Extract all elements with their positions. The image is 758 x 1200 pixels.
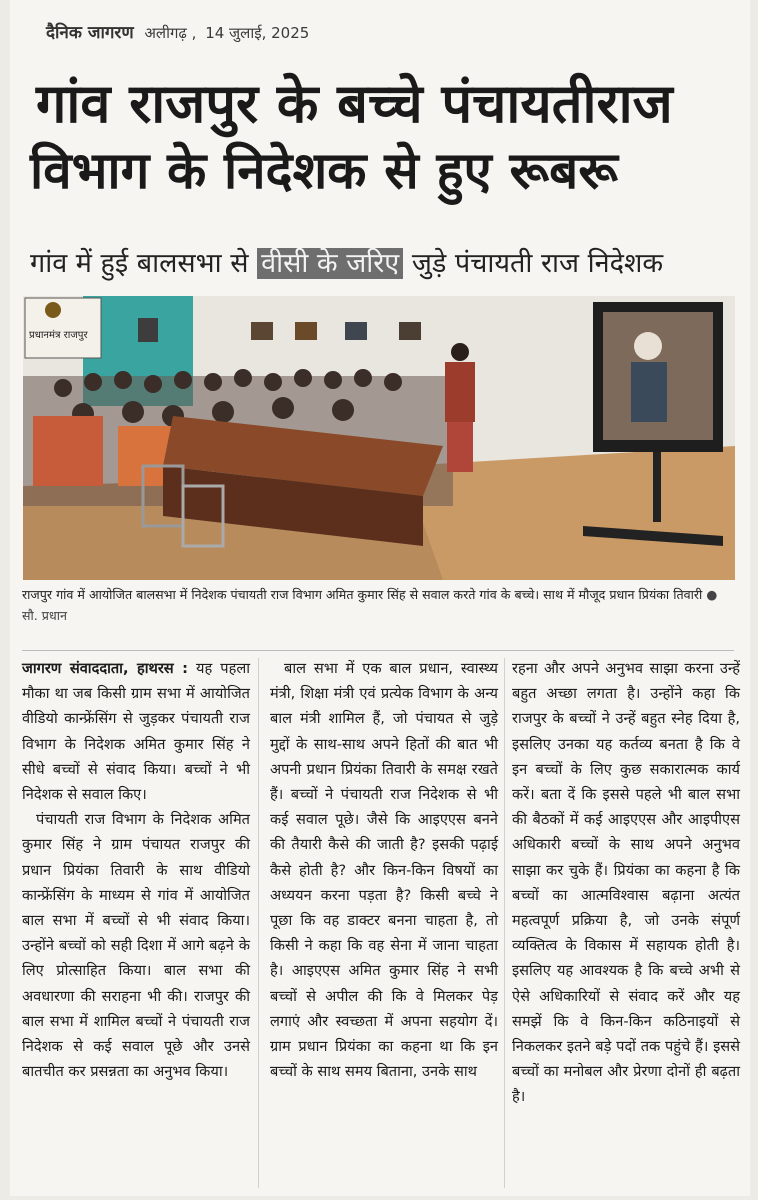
- column-1-paragraph-2: पंचायती राज विभाग के निदेशक अमित कुमार सिंह ने ग्राम पंचायत राजपुर की प्रधान प्रियंका तिवारी के साथ वीडियो कान्फ्रेंसिंग के माध्यम से गांव में आयोजित बाल सभा में बच्चों से भी संवाद किया। उन्होंने बच्चों को सही दिशा में आगे बढ़ने के लिए प्रोत्साहित किया। बाल सभा की अवधारणा की सराहना भी की। राजपुर की बाल सभा में शामिल बच्चों ने पंचायती राज निदेशक से कई सवाल पूछे और उनसे बातचीत कर प्रसन्नता का अनुभव किया।: [22, 811, 250, 1081]
- edition-city: अलीगढ़ ,: [144, 24, 197, 42]
- signboard-text: प्रधानमंत्र राजपुर: [29, 330, 88, 341]
- subhead-before: गांव में हुई बालसभा से: [30, 248, 249, 279]
- subhead-after: जुड़े पंचायती राज निदेशक: [411, 248, 664, 279]
- headline-line-1: गांव राजपुर के बच्चे पंचायतीराज: [36, 72, 673, 135]
- masthead: [46, 20, 309, 48]
- newspaper-name: दैनिक जागरण: [46, 23, 134, 43]
- caption-divider: [22, 650, 734, 651]
- article-column-3: [512, 656, 740, 1110]
- subheadline: [30, 236, 730, 292]
- article-column-2: [270, 656, 498, 1084]
- byline: जागरण संवाददाता, हाथरस :: [22, 660, 188, 677]
- subhead-highlight: वीसी के जरिए: [257, 248, 403, 279]
- column-2-paragraph-1: बाल सभा में एक बाल प्रधान, स्वास्थ्य मंत्री, शिक्षा मंत्री एवं प्रत्येक विभाग के अन्य बाल मंत्री शामिल हैं, जो पंचायत से जुड़े मुद्दों के साथ-साथ अपने हितों की बात भी अपनी प्रधान प्रियंका तिवारी के समक्ष रखते हैं। बच्चों ने पंचायती राज निदेशक से भी कई सवाल पूछे। जैसे कि आइएएस बनने की तैयारी कैसे की जाती है? इसकी पढ़ाई कैसे होती है? और किन-किन विषयों का अध्ययन करना पड़ता है? किसी बच्चे ने पूछा कि वह डाक्टर बनना चाहता है, तो किसी ने कहा कि वह सेना में जाना चाहता है। आइएएस अमित कुमार सिंह ने सभी बच्चों से अपील की कि वे मिलकर पेड़ लगाएं और स्वच्छता में अपना सहयोग दें। ग्राम प्रधान प्रियंका का कहना था कि इन बच्चों के साथ समय बिताना, उनके साथ: [270, 660, 498, 1081]
- edition-date: 14 जुलाई, 2025: [205, 24, 310, 42]
- photo-credit: ● सौ. प्रधान: [22, 587, 718, 623]
- headline-line-2: विभाग के निदेशक से हुए रूबरू: [30, 142, 618, 201]
- photo-caption: [22, 584, 734, 626]
- column-3-paragraph-1: रहना और अपने अनुभव साझा करना उन्हें बहुत अच्छा लगता है। उन्होंने कहा कि राजपुर के बच्चों ने उन्हें बहुत स्नेह दिया है, इसलिए उनका यह कर्तव्य बनता है कि वे इन बच्चों के लिए कुछ सकारात्मक कार्य करें। बता दें कि इससे पहले भी बाल सभा की बैठकों में कई आइएएस और आइपीएस अधिकारी बच्चों के साथ अपने अनुभव साझा कर चुके हैं। प्रियंका का कहना है कि बच्चों का आत्मविश्वास बढ़ाना अत्यंत महत्वपूर्ण प्रक्रिया है, जो उनके संपूर्ण व्यक्तित्व के विकास में सहायक होती है। इसलिए यह आवश्यक है कि बच्चे अभी से ऐसे अधिकारियों से संवाद करें और यह समझें कि वे किन-किन कठिनाइयों से निकलकर इतने बड़े पदों तक पहुंचे हैं। इससे बच्चों का मनोबल और प्रेरणा दोनों ही बढ़ता है।: [512, 660, 740, 1106]
- news-photo: [23, 296, 735, 580]
- article-body: [22, 656, 738, 1186]
- column-1-paragraph-1: यह पहला मौका था जब किसी ग्राम सभा में आयोजित वीडियो कान्फ्रेंसिंग से जुड़कर पंचायती राज विभाग के निदेशक अमित कुमार सिंह ने सीधे बच्चों से संवाद किया। बच्चों ने भी निदेशक से सवाल किए।: [22, 660, 250, 804]
- caption-text: राजपुर गांव में आयोजित बालसभा में निदेशक पंचायती राज विभाग अमित कुमार सिंह से सवाल करते गांव के बच्चे। साथ में मौजूद प्रधान प्रियंका तिवारी: [22, 587, 703, 602]
- classroom-photo-illustration: [23, 296, 735, 580]
- article-column-1: [22, 656, 250, 1084]
- headline: [30, 70, 730, 206]
